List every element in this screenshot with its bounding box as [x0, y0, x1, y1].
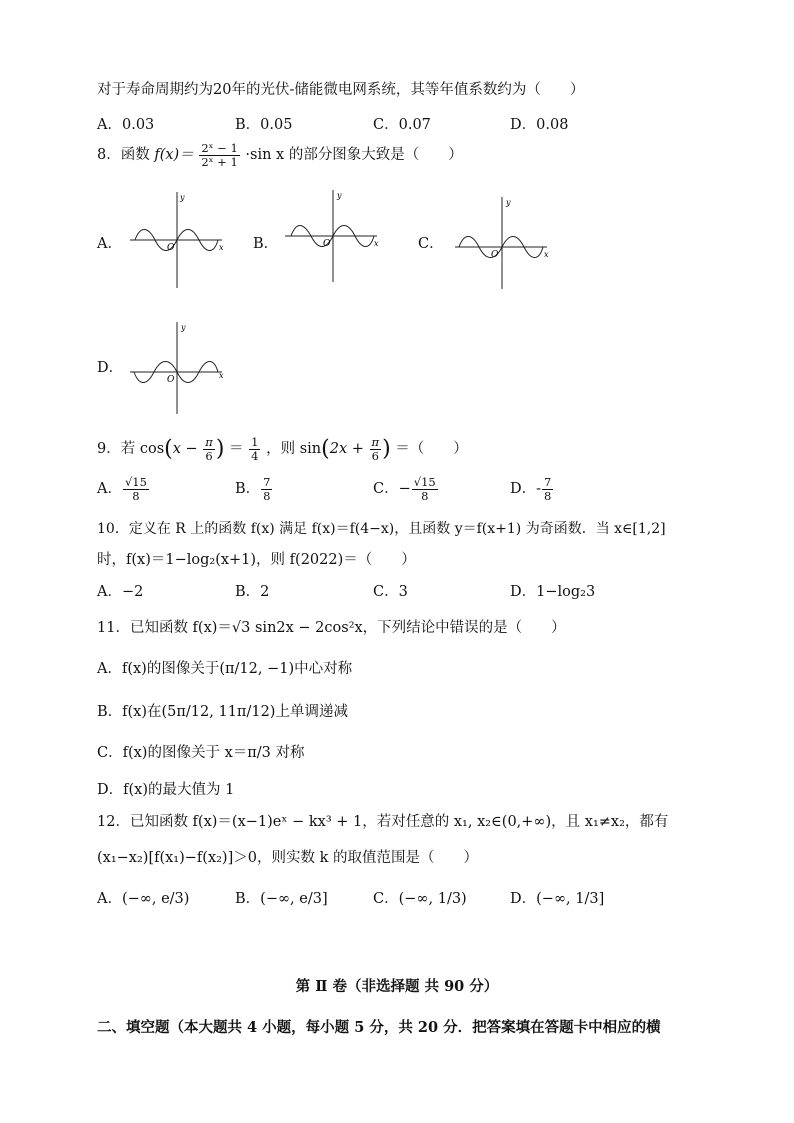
q12-stem-line2: (x₁−x₂)[f(x₁)−f(x₂)]＞0，则实数 k 的取值范围是（ ）: [97, 850, 478, 866]
q7-option-b[interactable]: B．0.05: [235, 117, 293, 133]
q10-stem-line1: 10．定义在 R 上的函数 f(x) 满足 f(x)＝f(4−x)，且函数 y＝f(x+1) 为奇函数．当 x∈[1,2]: [97, 521, 666, 537]
svg-text:O: O: [323, 239, 331, 249]
q8-graph-c[interactable]: [455, 195, 550, 290]
q9-option-c[interactable]: C．− $\frac{√15}{8}$: [373, 475, 436, 503]
q8-option-b-label[interactable]: B．: [253, 236, 279, 252]
q9-option-a[interactable]: A． $\frac{√15}{8}$: [97, 475, 147, 503]
q8-graph-a[interactable]: [130, 190, 225, 290]
q10-option-c[interactable]: C．3: [373, 584, 408, 600]
q12-option-b[interactable]: B．(−∞, e/3]: [235, 891, 328, 907]
q8-option-c-label[interactable]: C．: [418, 236, 444, 252]
q8-graph-d[interactable]: [130, 320, 225, 415]
q12-stem-line1: 12．已知函数 f(x)＝(x−1)eˣ − kx³ + 1，若对任意的 x₁, x₂∈(0,+∞)，且 x₁≠x₂，都有: [97, 814, 669, 830]
svg-text:O: O: [167, 243, 175, 253]
q11-stem: 11．已知函数 f(x)＝√3 sin2x − 2cos²x，下列结论中错误的是（ ）: [97, 620, 566, 636]
q11-option-d[interactable]: D．f(x)的最大值为 1: [97, 782, 235, 798]
q8-option-a-label[interactable]: A．: [97, 236, 122, 252]
q10-option-b[interactable]: B．2: [235, 584, 270, 600]
section-2-title: 第 Ⅱ 卷（非选择题 共 90 分）: [295, 978, 499, 995]
fill-in-heading: 二、填空题（本大题共 4 小题，每小题 5 分，共 20 分．把答案填在答题卡中相应的横: [97, 1019, 661, 1036]
q8-option-d-label[interactable]: D．: [97, 360, 124, 376]
svg-text:y: y: [181, 323, 186, 332]
svg-text:x: x: [544, 250, 549, 259]
q10-stem-line2: 时，f(x)＝1−log₂(x+1)，则 f(2022)＝（ ）: [97, 552, 416, 568]
q12-option-d[interactable]: D．(−∞, 1/3]: [510, 891, 605, 907]
q9-option-b[interactable]: B． $\frac{7}{8}$: [235, 475, 271, 503]
q8-stem: 8．函数 f(x)＝ $\frac{\text{2ˣ − 1}}{\text{2ˣ + 1}}$ ·sin x 的部分图象大致是（ ）: [97, 141, 463, 169]
q9-stem: 9．若 cos(x − $\frac{\pi}{6}$ ) ＝ $\frac{1}{4}$ ，则 sin(2x + $\frac{\pi}{6}$ ) ＝（ ）: [97, 435, 468, 463]
svg-text:y: y: [180, 193, 185, 202]
q7-option-d[interactable]: D．0.08: [510, 117, 569, 133]
q11-option-b[interactable]: B．f(x)在(5π/12, 11π/12)上单调递减: [97, 704, 348, 720]
q7-option-a[interactable]: A．0.03: [97, 117, 155, 133]
q10-option-a[interactable]: A．−2: [97, 584, 144, 600]
svg-text:x: x: [219, 371, 224, 380]
q12-option-a[interactable]: A．(−∞, e/3): [97, 891, 190, 907]
svg-text:O: O: [491, 250, 499, 260]
q11-option-c[interactable]: C．f(x)的图像关于 x＝π/3 对称: [97, 745, 305, 761]
q12-option-c[interactable]: C．(−∞, 1/3): [373, 891, 467, 907]
svg-text:y: y: [506, 198, 511, 207]
svg-text:x: x: [219, 243, 224, 252]
svg-text:x: x: [374, 239, 379, 248]
svg-text:y: y: [337, 191, 342, 200]
q10-option-d[interactable]: D．1−log₂3: [510, 584, 596, 600]
q7-stem: 对于寿命周期约为20年的光伏-储能微电网系统，其等年值系数约为（ ）: [97, 82, 585, 98]
q7-option-c[interactable]: C．0.07: [373, 117, 431, 133]
q9-option-d[interactable]: D．- $\frac{7}{8}$: [510, 475, 552, 503]
q8-graph-b[interactable]: [285, 188, 380, 283]
q11-option-a[interactable]: A．f(x)的图像关于(π/12, −1)中心对称: [97, 661, 353, 677]
svg-text:O: O: [167, 375, 175, 385]
